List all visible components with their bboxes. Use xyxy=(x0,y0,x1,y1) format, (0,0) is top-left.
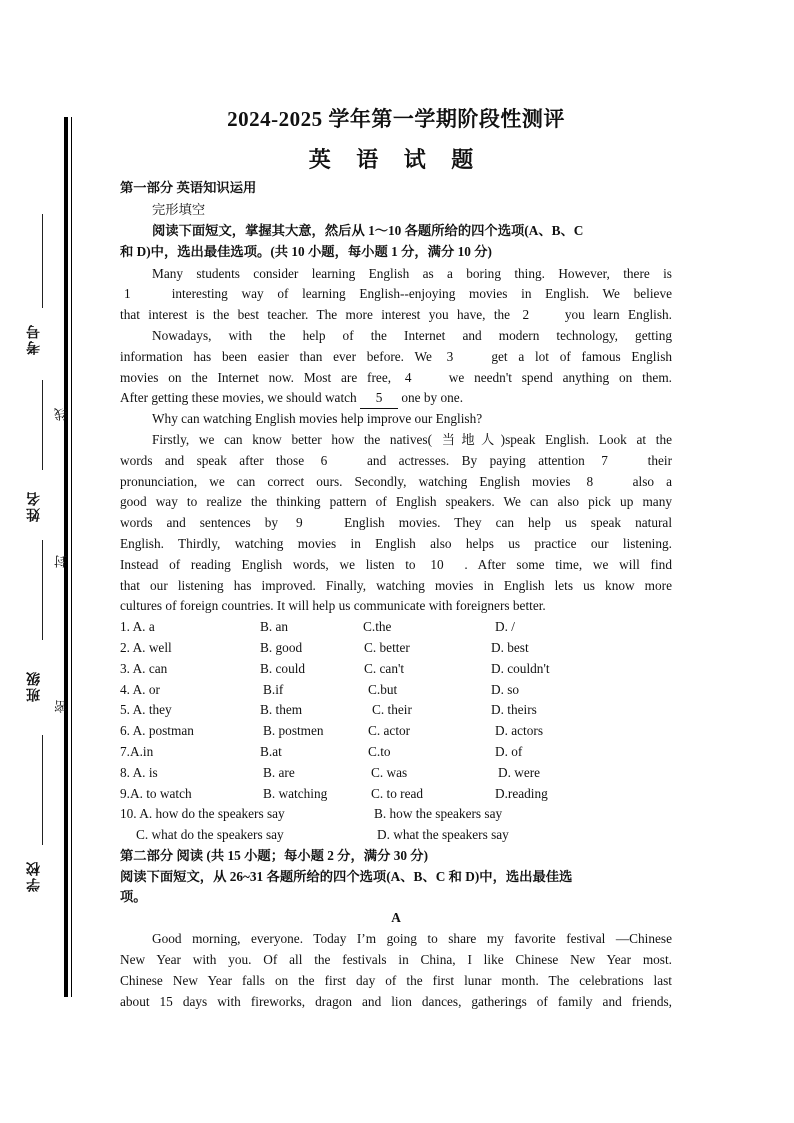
blank-4: 4 xyxy=(401,368,439,388)
margin-line xyxy=(42,540,43,640)
option[interactable]: D. theirs xyxy=(491,702,537,717)
part1-instruction-line: 和 D)中，选出最佳选项。(共 10 小题，每小题 1 分，满分 10 分) xyxy=(120,244,492,259)
blank-5: 5 xyxy=(360,388,398,409)
option[interactable]: 7.A.in xyxy=(120,744,154,759)
binding-margin-thin-rule xyxy=(71,117,72,997)
passage-line: Why can watching English movies help improve our English? xyxy=(152,411,483,426)
option[interactable]: D.reading xyxy=(495,786,548,801)
question-options xyxy=(120,700,672,720)
label-school: 学校 xyxy=(27,860,42,892)
passage-line: Firstly, we can know better how the natives( 当地人)speak English. Look at the xyxy=(152,432,672,447)
question-options xyxy=(120,784,672,804)
passage-line: New Year with you. Of all the festivals in China, I like Chinese New Year most. xyxy=(120,952,672,967)
option[interactable]: B. an xyxy=(260,619,289,634)
margin-line xyxy=(42,214,43,308)
part1-instruction-line: 阅读下面短文，掌握其大意，然后从 1～10 各题所给的四个选项(A、B、C xyxy=(152,223,584,238)
option[interactable]: C. better xyxy=(364,640,410,655)
label-exam-number: 考号 xyxy=(27,323,42,355)
question-options xyxy=(120,638,672,658)
passage-line: English. Thirdly, watching movies in English also helps us practice our listening. xyxy=(120,536,672,551)
passage-line: cultures of foreign countries. It will help us communicate with foreigners better. xyxy=(120,598,546,613)
blank-2: 2 xyxy=(518,305,556,325)
option[interactable]: D. best xyxy=(491,640,529,655)
blank-9: 9 xyxy=(292,513,330,533)
option[interactable]: C. can't xyxy=(364,661,405,676)
option[interactable]: B. them xyxy=(260,702,303,717)
option[interactable]: 9.A. to watch xyxy=(120,786,192,801)
passage-line: Chinese New Year falls on the first day of the first lunar month. The celebrations last xyxy=(120,973,672,988)
option[interactable]: 8. A. is xyxy=(120,765,158,780)
option[interactable]: C. what do the speakers say xyxy=(136,827,284,842)
passage-line: Many students consider learning English as a boring thing. However, there is xyxy=(152,266,672,281)
label-name: 姓名 xyxy=(27,490,42,522)
part2-heading: 第二部分 阅读 (共 15 小题；每小题 2 分，满分 30 分) xyxy=(120,848,429,863)
seal-word-feng: 封 xyxy=(54,555,69,568)
question-options xyxy=(120,825,672,845)
option[interactable]: C. to read xyxy=(371,786,424,801)
question-options xyxy=(120,617,672,637)
option[interactable]: C.to xyxy=(368,744,391,759)
passage-line: information has been easier than ever before. We 3 get a lot of famous English xyxy=(120,347,672,367)
option[interactable]: 3. A. can xyxy=(120,661,168,676)
margin-line xyxy=(42,735,43,845)
option[interactable]: B. could xyxy=(260,661,306,676)
option[interactable]: B. are xyxy=(263,765,295,780)
passage-line: After getting these movies, we should watch 5 one by one. xyxy=(120,388,672,409)
passage-line: words and speak after those 6 and actresses. By paying attention 7 their xyxy=(120,451,672,471)
passage-line: that our listening has improved. Finally, watching movies in English lets us know more xyxy=(120,578,672,593)
question-options xyxy=(120,721,672,741)
option[interactable]: 5. A. they xyxy=(120,702,172,717)
option[interactable]: 2. A. well xyxy=(120,640,172,655)
option[interactable]: D. / xyxy=(495,619,515,634)
passage-line: movies on the Internet now. Most are free, 4 we needn't spend anything on them. xyxy=(120,368,672,388)
blank-1: 1 xyxy=(120,284,158,304)
passage-line: pronunciation, we can correct ours. Secondly, watching English movies 8 also a xyxy=(120,472,672,492)
passage-line: Nowadays, with the help of the Internet and modern technology, getting xyxy=(152,328,672,343)
option[interactable]: C. was xyxy=(371,765,408,780)
passage-line: Instead of reading English words, we listen to 10 . After some time, we will find xyxy=(120,555,672,575)
option[interactable]: C.the xyxy=(363,619,392,634)
question-options xyxy=(120,659,672,679)
option[interactable]: D. what the speakers say xyxy=(377,827,509,842)
option[interactable]: B. postmen xyxy=(263,723,324,738)
question-options xyxy=(120,763,672,783)
option[interactable]: D. couldn't xyxy=(491,661,550,676)
passage-label: A xyxy=(391,910,401,925)
passage-line: good way to realize the thinking pattern of English speakers. We can also pick up many xyxy=(120,494,672,509)
passage-line: words and sentences by 9 English movies. They can help us speak natural xyxy=(120,513,672,533)
seal-word-xian: 线 xyxy=(54,408,69,421)
part2-instruction-line: 项。 xyxy=(120,889,147,904)
option[interactable]: D. actors xyxy=(495,723,543,738)
passage-line: 1 interesting way of learning English--enjoying movies in English. We believe xyxy=(120,284,672,304)
option[interactable]: C. their xyxy=(372,702,412,717)
option[interactable]: B. watching xyxy=(263,786,328,801)
option[interactable]: C. actor xyxy=(368,723,411,738)
option[interactable]: D. were xyxy=(498,765,541,780)
blank-8: 8 xyxy=(583,472,621,492)
blank-7: 7 xyxy=(597,451,635,471)
passage-line: that interest is the best teacher. The more interest you have, the 2 you learn English. xyxy=(120,305,672,325)
part1-heading: 第一部分 英语知识运用 xyxy=(120,180,257,195)
page-title: 2024-2025 学年第一学期阶段性测评 xyxy=(227,107,565,131)
option[interactable]: 4. A. or xyxy=(120,682,160,697)
option[interactable]: B.at xyxy=(260,744,282,759)
label-class: 班级 xyxy=(27,670,42,702)
option[interactable]: D. of xyxy=(495,744,523,759)
option[interactable]: C.but xyxy=(368,682,398,697)
option[interactable]: 6. A. postman xyxy=(120,723,194,738)
option[interactable]: 1. A. a xyxy=(120,619,155,634)
option[interactable]: D. so xyxy=(491,682,520,697)
blank-6: 6 xyxy=(317,451,355,471)
blank-3: 3 xyxy=(443,347,481,367)
passage-line: Good morning, everyone. Today I’m going to share my favorite festival —Chinese xyxy=(152,931,672,946)
option[interactable]: B.if xyxy=(263,682,284,697)
option[interactable]: B. good xyxy=(260,640,303,655)
question-options xyxy=(120,680,672,700)
margin-line xyxy=(42,380,43,470)
option[interactable]: B. how the speakers say xyxy=(374,806,503,821)
seal-word-mi: 密 xyxy=(54,700,69,713)
page-subtitle: 英 语 试 题 xyxy=(308,147,484,172)
passage-line: about 15 days with fireworks, dragon and lion dances, gatherings of family and friends, xyxy=(120,994,672,1009)
question-options xyxy=(120,804,672,824)
part2-instruction-line: 阅读下面短文，从 26~31 各题所给的四个选项(A、B、C 和 D)中，选出最佳选 xyxy=(120,869,573,884)
blank-10: 10 xyxy=(426,555,464,575)
part1-section-title: 完形填空 xyxy=(152,202,206,217)
question-options xyxy=(120,742,672,762)
option[interactable]: 10. A. how do the speakers say xyxy=(120,806,285,821)
